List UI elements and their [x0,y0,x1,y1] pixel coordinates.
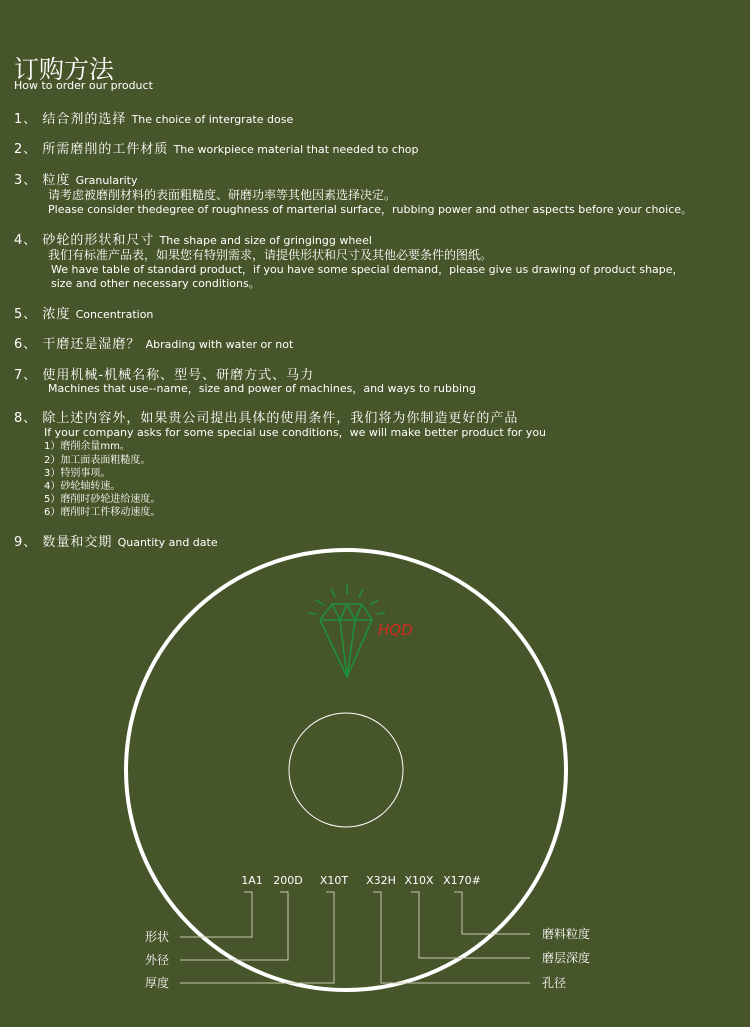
code-thickness: X10T [319,874,349,887]
label-shape: 形状 [145,930,170,944]
item-title-cn: 砂轮的形状和尺寸 [42,233,155,248]
item-8-sub-5: 5）磨削时砂轮进给速度。 [44,494,161,505]
item-title-en: Quantity and date [117,536,218,549]
item-number: 1、 [14,112,38,127]
item-8-detail-en: If your company asks for some special use conditions，we will make better product for you [44,426,547,439]
item-title-en: Granularity [75,174,138,187]
item-title-en: Concentration [75,308,154,321]
item-title-cn: 结合剂的选择 [42,112,127,127]
item-8-sub-6: 6）磨削时工件移动速度。 [44,507,161,518]
item-number: 4、 [14,233,38,248]
item-title-en: Abrading with water or not [145,338,294,351]
item-8-sub-3: 3）特别事项。 [44,468,111,479]
item-number: 7、 [14,368,38,383]
label-hole-diameter: 孔径 [542,976,567,990]
code-layer-depth: X10X [404,874,434,887]
item-title-cn: 浓度 [42,307,71,322]
code-grit: X170# [443,874,481,887]
wheel-bore-circle [289,713,403,827]
item-title-cn: 所需磨削的工件材质 [42,142,169,157]
label-grit-size: 磨料粒度 [542,927,591,941]
item-number: 9、 [14,535,38,550]
item-8-sub-4: 4）砂轮轴转速。 [44,481,121,492]
page-title: 订购方法 [14,55,115,84]
wheel-outer-circle [126,550,566,990]
item-3-detail-en: Please consider thedegree of roughness of marterial surface，rubbing power and other aspects before your choice。 [48,203,693,216]
item-8-sub-1: 1）磨削余量mm。 [44,441,130,452]
logo-text: HQD [378,621,413,639]
item-title-cn: 数量和交期 [42,535,113,550]
item-number: 6、 [14,337,38,352]
item-title-cn: 除上述内容外，如果贵公司提出具体的使用条件，我们将为你制造更好的产品 [42,411,519,426]
page-subtitle: How to order our product [14,79,153,92]
item-title-cn: 使用机械-机械名称、型号、研磨方式、马力 [42,368,315,383]
item-7-detail-en: Machines that use--name，size and power of machines，and ways to rubbing [48,382,477,395]
code-hole: X32H [366,874,396,887]
label-outer-diameter: 外径 [145,953,170,967]
item-number: 2、 [14,142,38,157]
item-4-detail-en-2: size and other necessary conditions。 [51,277,260,290]
leader-lines [180,892,530,983]
item-title-cn: 粒度 [42,173,71,188]
item-number: 5、 [14,307,38,322]
diamond-logo-icon [309,584,385,677]
item-title-en: The workpiece material that needed to chop [173,143,419,156]
item-4-detail-en-1: We have table of standard product，if you have some special demand，please give us drawing of product shape， [51,263,684,276]
item-number: 3、 [14,173,38,188]
code-shape: 1A1 [241,874,263,887]
item-title-cn: 干磨还是湿磨？ [42,337,141,352]
item-number: 8、 [14,411,38,426]
item-3-detail-cn: 请考虑被磨削材料的表面粗糙度、研磨功率等其他因素选择决定。 [48,188,397,202]
item-title-en: The choice of intergrate dose [131,113,294,126]
label-thickness: 厚度 [145,976,170,990]
code-diameter: 200D [273,874,303,887]
item-title-en: The shape and size of gringingg wheel [159,234,372,247]
item-8-sub-2: 2）加工面表面粗糙度。 [44,455,151,466]
item-4-detail-cn: 我们有标准产品表，如果您有特别需求，请提供形状和尺寸及其他必要条件的图纸。 [48,248,493,262]
label-layer-depth: 磨层深度 [542,951,591,965]
